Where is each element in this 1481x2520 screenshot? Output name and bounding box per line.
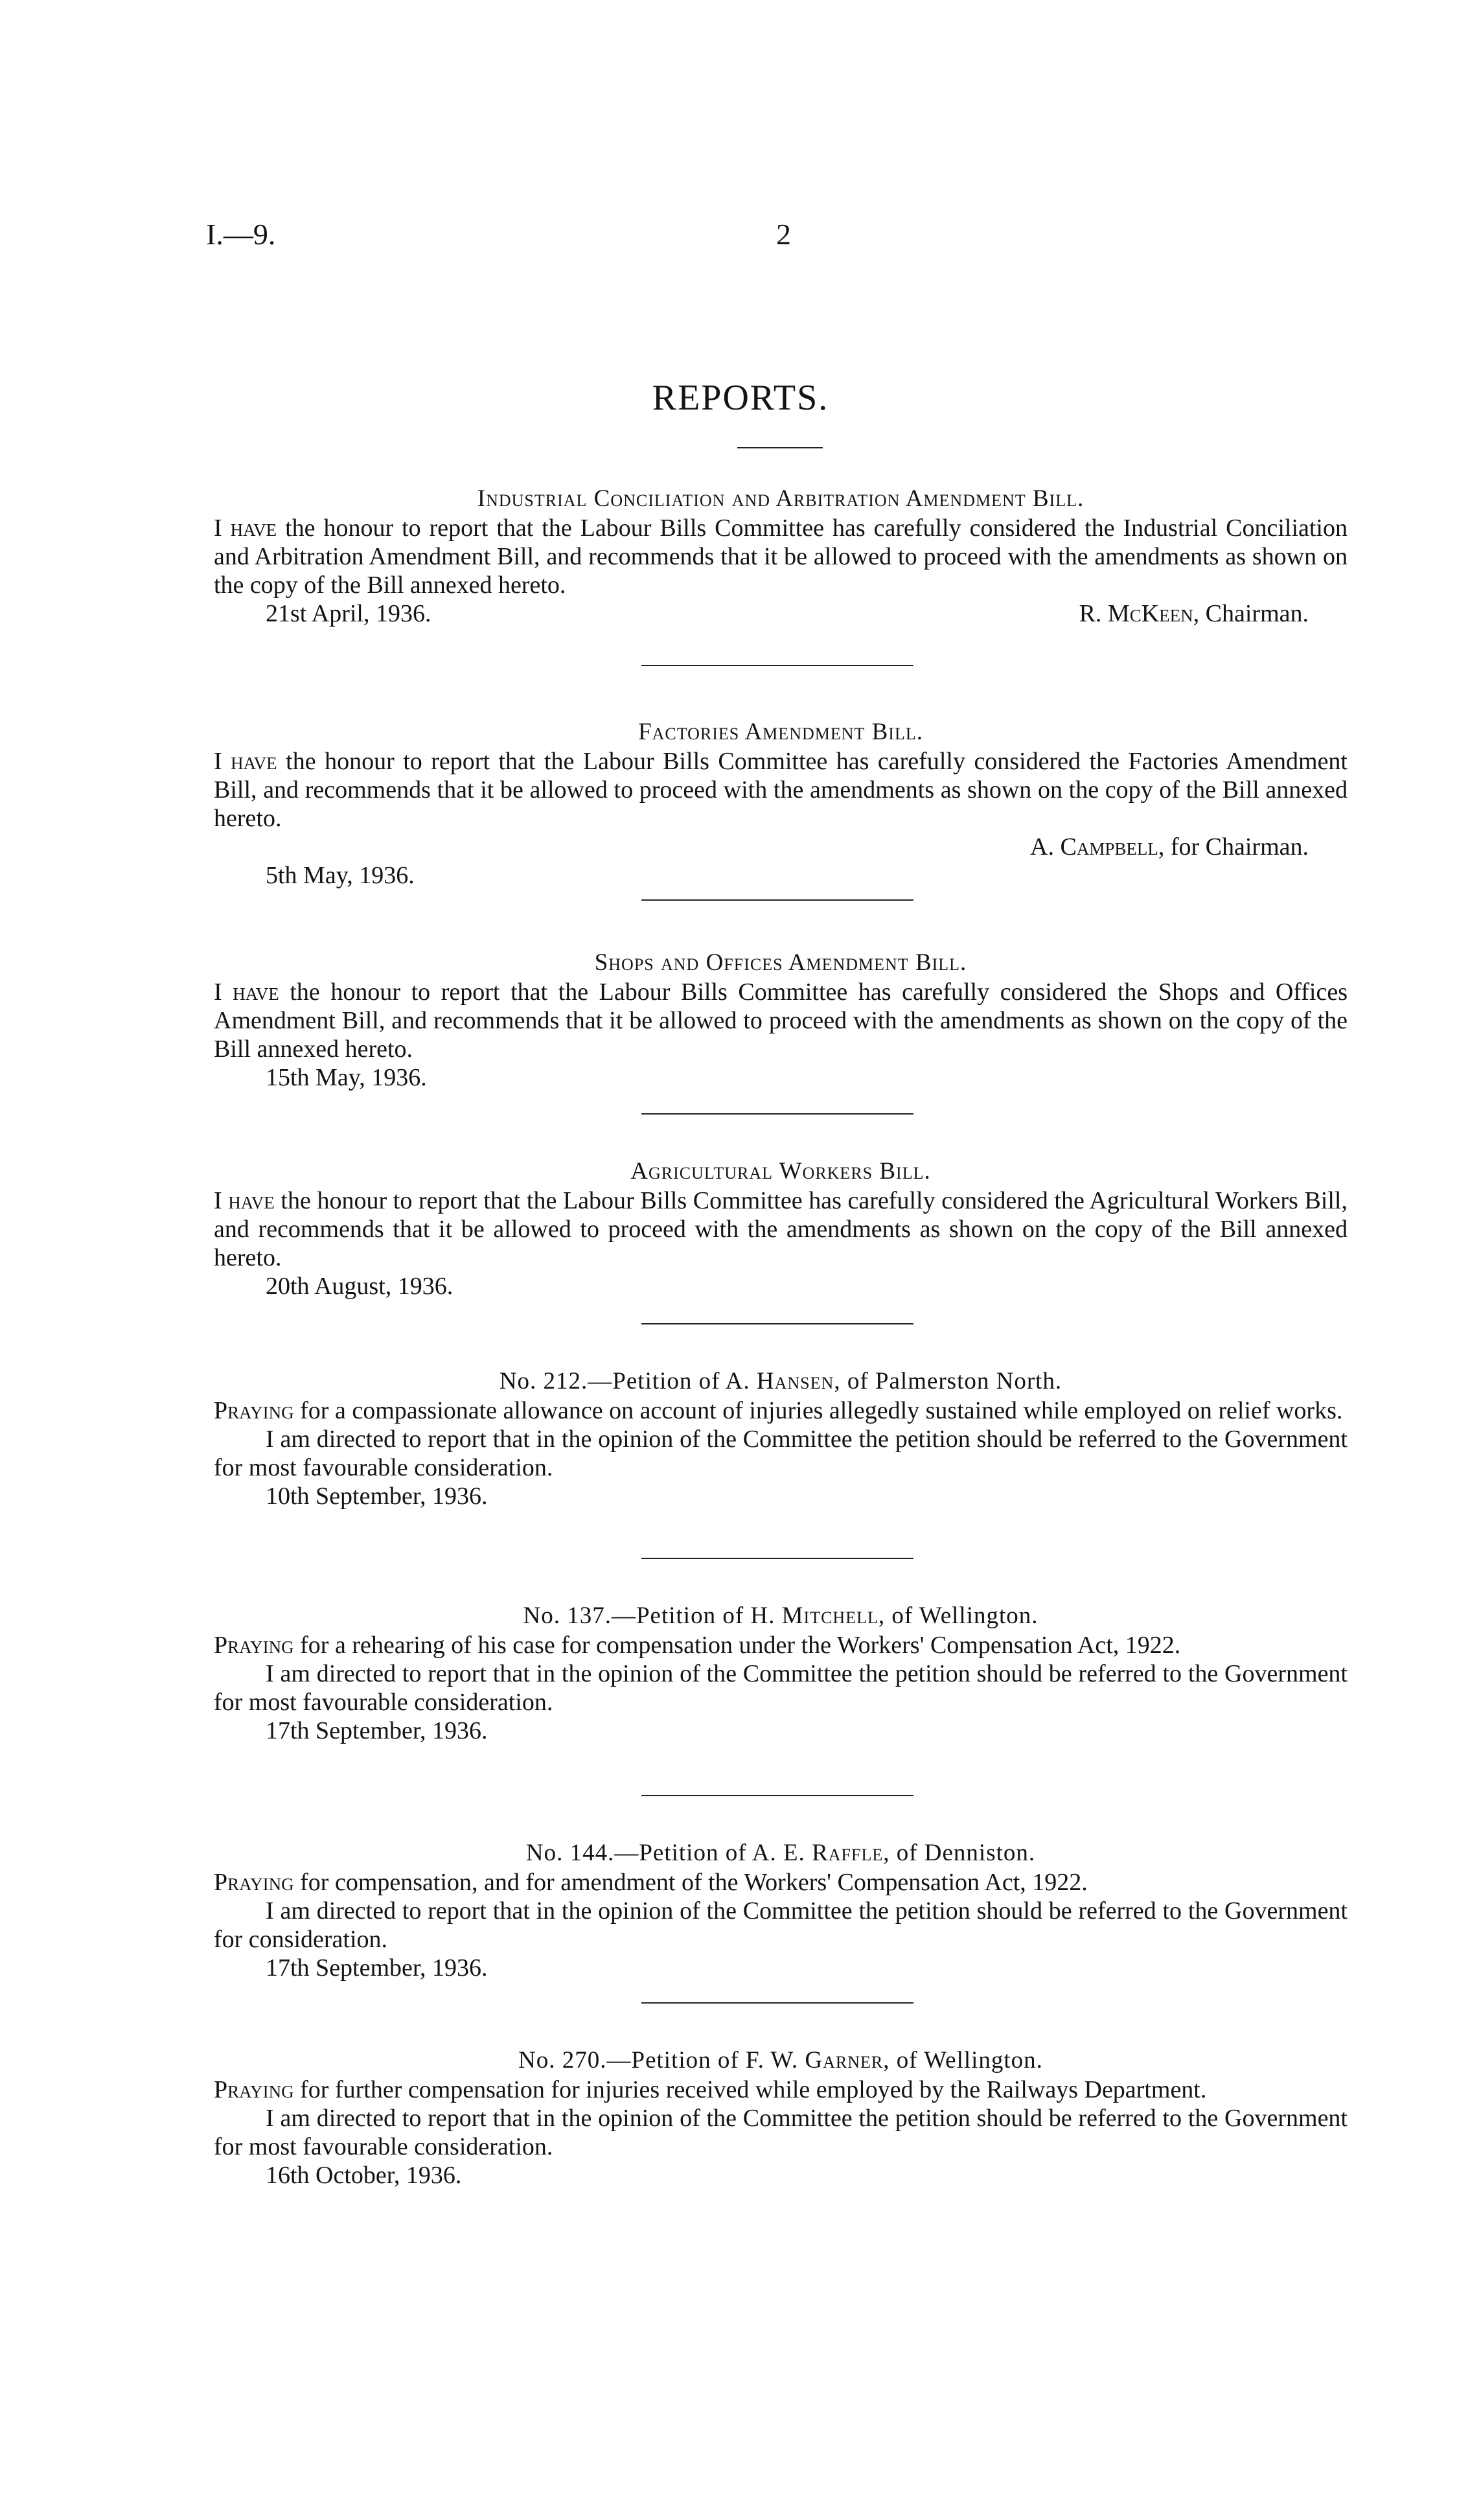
report-lead: I have xyxy=(214,514,277,542)
petition-number: No. 137.—Petition of H. xyxy=(523,1602,782,1629)
report-text: the honour to report that the Labour Bills Committee has carefully considered the Industrial Conciliation and Arbitration Amendment Bill, and recommends that it be allowed to proceed with the amendments as shown on the copy of the Bill annexed hereto. xyxy=(214,514,1348,599)
report-body xyxy=(214,978,1348,1063)
petition-date: 17th September, 1936. xyxy=(266,1954,488,1982)
section-divider xyxy=(641,1323,913,1324)
petition-heading xyxy=(214,1602,1348,1630)
signatory-name: A. Campbell xyxy=(1030,833,1158,861)
petitioner-name: Garner xyxy=(805,2047,884,2074)
petition-number: No. 144.—Petition of A. E. xyxy=(525,1840,812,1866)
report-text: the honour to report that the Labour Bills Committee has carefully considered the Factories Amendment Bill, and recommends that it be allowed to proceed with the amendments as shown on the copy of the Bill annexed hereto. xyxy=(214,748,1348,832)
petitioner-place: , of Wellington. xyxy=(883,2047,1043,2074)
petition-section-144 xyxy=(214,1839,1348,1982)
title-divider xyxy=(737,447,823,448)
petition-date: 16th October, 1936. xyxy=(266,2162,462,2189)
report-body xyxy=(214,1186,1348,1272)
section-divider xyxy=(641,1558,913,1559)
petition-section-212 xyxy=(214,1367,1348,1510)
prayer-lead: Praying xyxy=(214,2076,294,2103)
petition-heading xyxy=(214,1367,1348,1395)
prayer-text: for compensation, and for amendment of the Workers' Compensation Act, 1922. xyxy=(293,1869,1088,1896)
prayer-text: for further compensation for injuries received while employed by the Railways Department. xyxy=(293,2076,1207,2103)
report-body xyxy=(214,514,1348,599)
document-reference: I.—9. xyxy=(206,218,276,251)
petitioner-place: , of Denniston. xyxy=(883,1840,1036,1866)
petition-section-137 xyxy=(214,1602,1348,1745)
date-signature-row xyxy=(214,599,1348,628)
section-divider xyxy=(641,2002,913,2004)
report-heading: Shops and Offices Amendment Bill. xyxy=(594,949,967,976)
petition-heading xyxy=(214,1839,1348,1867)
petition-number: No. 270.—Petition of F. W. xyxy=(518,2047,805,2074)
petition-prayer xyxy=(214,2075,1348,2104)
report-section-agricultural xyxy=(214,1157,1348,1300)
signatory-role: , Chairman. xyxy=(1193,600,1309,627)
report-signature xyxy=(1079,599,1309,628)
petition-prayer xyxy=(214,1396,1348,1425)
report-date: 15th May, 1936. xyxy=(266,1064,427,1091)
petition-section-270 xyxy=(214,2046,1348,2190)
petitioner-place: , of Palmerston North. xyxy=(834,1368,1062,1394)
petitioner-place: , of Wellington. xyxy=(878,1602,1039,1629)
page-number: 2 xyxy=(776,218,791,251)
section-divider xyxy=(641,1795,913,1796)
report-section-industrial xyxy=(214,485,1348,628)
report-heading: Industrial Conciliation and Arbitration Amendment Bill. xyxy=(477,485,1085,512)
petition-date: 17th September, 1936. xyxy=(266,1717,488,1744)
petition-report: I am directed to report that in the opinion of the Committee the petition should be referred to the Government for most favourable consideration. xyxy=(214,2105,1348,2160)
petitioner-name: Mitchell xyxy=(781,1602,878,1629)
report-date: 5th May, 1936. xyxy=(266,862,415,889)
prayer-lead: Praying xyxy=(214,1632,294,1659)
section-divider xyxy=(641,665,913,666)
petition-prayer xyxy=(214,1631,1348,1659)
report-section-factories xyxy=(214,718,1348,890)
report-heading: Agricultural Workers Bill. xyxy=(630,1158,931,1185)
petition-report: I am directed to report that in the opinion of the Committee the petition should be referred to the Government for consideration. xyxy=(214,1897,1348,1953)
report-body xyxy=(214,747,1348,833)
petition-prayer xyxy=(214,1868,1348,1897)
section-divider xyxy=(641,1113,913,1115)
section-divider xyxy=(641,899,913,901)
prayer-lead: Praying xyxy=(214,1397,294,1424)
report-text: the honour to report that the Labour Bills Committee has carefully considered the Shops and Offices Amendment Bill, and recommends that it be allowed to proceed with the amendments as shown on the copy of the Bill annexed hereto. xyxy=(214,978,1348,1063)
petition-heading xyxy=(214,2046,1348,2074)
petition-date: 10th September, 1936. xyxy=(266,1483,488,1510)
signatory-role: , for Chairman. xyxy=(1158,833,1309,861)
report-text: the honour to report that the Labour Bills Committee has carefully considered the Agricultural Workers Bill, and recommends that it be allowed to proceed with the amendments as shown on the copy of the Bill annexed hereto. xyxy=(214,1187,1348,1271)
signatory-name: R. McKeen xyxy=(1079,600,1193,627)
report-section-shops xyxy=(214,949,1348,1092)
prayer-text: for a compassionate allowance on account of injuries allegedly sustained while employed on relief works. xyxy=(293,1397,1343,1424)
report-heading: Factories Amendment Bill. xyxy=(638,719,923,745)
petition-report: I am directed to report that in the opinion of the Committee the petition should be referred to the Government for most favourable consideration. xyxy=(214,1426,1348,1481)
petition-number: No. 212.—Petition of A. xyxy=(499,1368,757,1394)
petitioner-name: Raffle xyxy=(812,1840,884,1866)
report-lead: I have xyxy=(214,748,277,775)
report-signature xyxy=(214,833,1348,861)
page-title: REPORTS. xyxy=(652,378,829,418)
report-lead: I have xyxy=(214,978,279,1006)
report-lead: I have xyxy=(214,1187,275,1214)
report-date: 21st April, 1936. xyxy=(266,600,431,627)
petitioner-name: Hansen xyxy=(756,1368,834,1394)
prayer-lead: Praying xyxy=(214,1869,294,1896)
prayer-text: for a rehearing of his case for compensation under the Workers' Compensation Act, 1922. xyxy=(293,1632,1181,1659)
petition-report: I am directed to report that in the opinion of the Committee the petition should be referred to the Government for most favourable consideration. xyxy=(214,1660,1348,1716)
report-date: 20th August, 1936. xyxy=(266,1273,453,1300)
